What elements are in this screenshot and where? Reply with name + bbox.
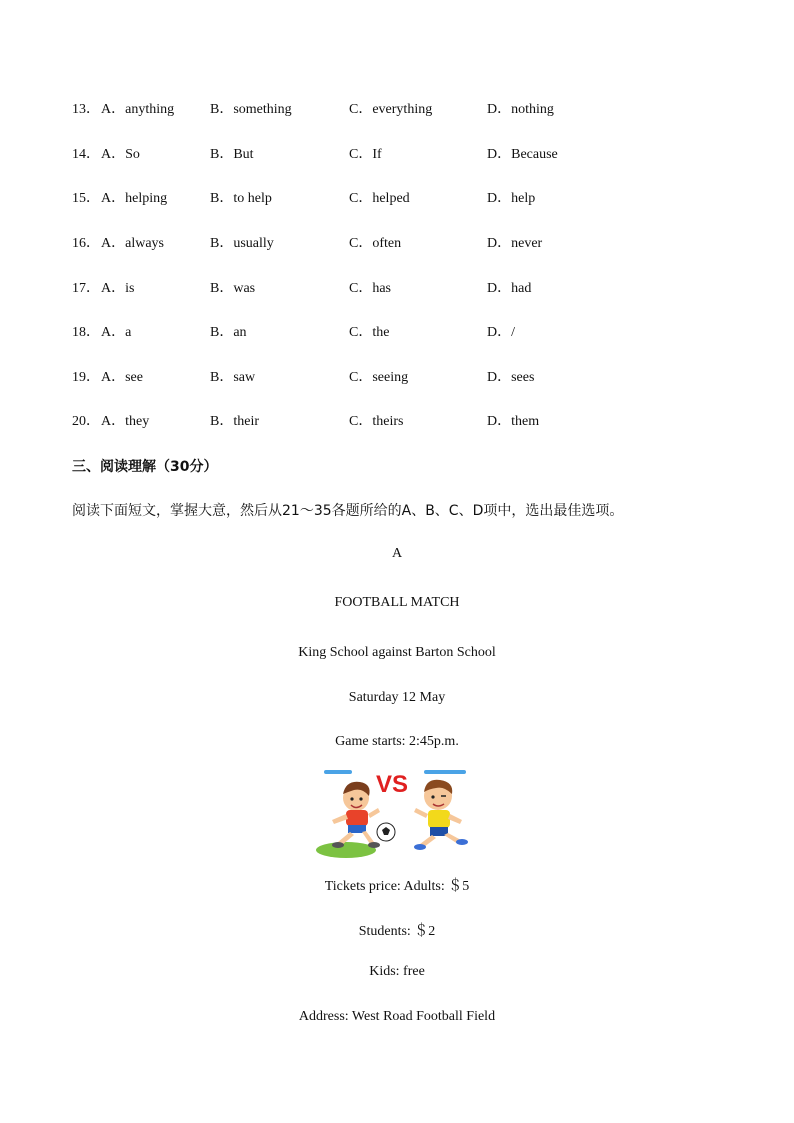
question-number: 19． [72, 370, 100, 385]
option-b: B．an [210, 325, 247, 340]
option-a: A．is [101, 281, 135, 296]
option-c: C．everything [349, 102, 433, 117]
option-a: A．always [101, 236, 164, 251]
versus-label: VS [376, 771, 409, 798]
question-number: 15． [72, 191, 100, 206]
option-b: B．to help [210, 191, 272, 206]
question-number: 18． [72, 325, 100, 340]
option-a: A．they [101, 414, 150, 429]
option-c: C．often [349, 236, 402, 251]
student-ticket-price: Students: ＄2 [358, 924, 436, 939]
option-d: D．nothing [487, 102, 554, 117]
option-d: D．them [487, 414, 540, 429]
match-address: Address: West Road Football Field [298, 1009, 496, 1024]
match-date: Saturday 12 May [348, 690, 446, 705]
section-title: 三、阅读理解（30分） [72, 459, 218, 475]
question-number: 17． [72, 281, 100, 296]
option-a: A．see [101, 370, 143, 385]
option-d: D．never [487, 236, 543, 251]
banner-fragment-right [424, 770, 466, 774]
left-boy-figure [332, 782, 380, 848]
right-boy-figure [414, 780, 468, 850]
option-a: A．helping [101, 191, 168, 206]
banner-fragment-left [324, 770, 352, 774]
option-a: A．anything [101, 102, 175, 117]
option-c: C．helped [349, 191, 410, 206]
option-b: B．But [210, 147, 254, 162]
passage-heading: FOOTBALL MATCH [334, 595, 460, 610]
question-number: 14． [72, 147, 100, 162]
option-a: A．a [101, 325, 132, 340]
option-c: C．theirs [349, 414, 404, 429]
match-teams: King School against Barton School [298, 645, 496, 660]
grass-patch [316, 842, 376, 858]
option-d: D．/ [487, 325, 515, 340]
option-d: D．Because [487, 147, 558, 162]
option-b: B．saw [210, 370, 256, 385]
option-d: D．help [487, 191, 536, 206]
adult-ticket-price: Tickets price: Adults: ＄5 [324, 879, 470, 894]
option-c: C．the [349, 325, 390, 340]
question-number: 13． [72, 102, 100, 117]
option-c: C．has [349, 281, 391, 296]
question-number: 16． [72, 236, 100, 251]
option-b: B．their [210, 414, 259, 429]
option-b: B．usually [210, 236, 274, 251]
kid-ticket-price: Kids: free [369, 964, 425, 979]
football-players-illustration [316, 770, 478, 858]
option-b: B．was [210, 281, 256, 296]
option-a: A．So [101, 147, 140, 162]
option-d: D．had [487, 281, 532, 296]
section-instructions: 阅读下面短文，掌握大意，然后从21～35各题所给的A、B、C、D项中，选出最佳选项。 [72, 503, 624, 519]
football-icon [377, 823, 395, 841]
option-b: B．something [210, 102, 292, 117]
option-d: D．sees [487, 370, 535, 385]
question-number: 20． [72, 414, 100, 429]
option-c: C．seeing [349, 370, 409, 385]
match-start-time: Game starts: 2:45p.m. [335, 734, 459, 749]
option-c: C．If [349, 147, 382, 162]
passage-label: A [391, 546, 403, 561]
